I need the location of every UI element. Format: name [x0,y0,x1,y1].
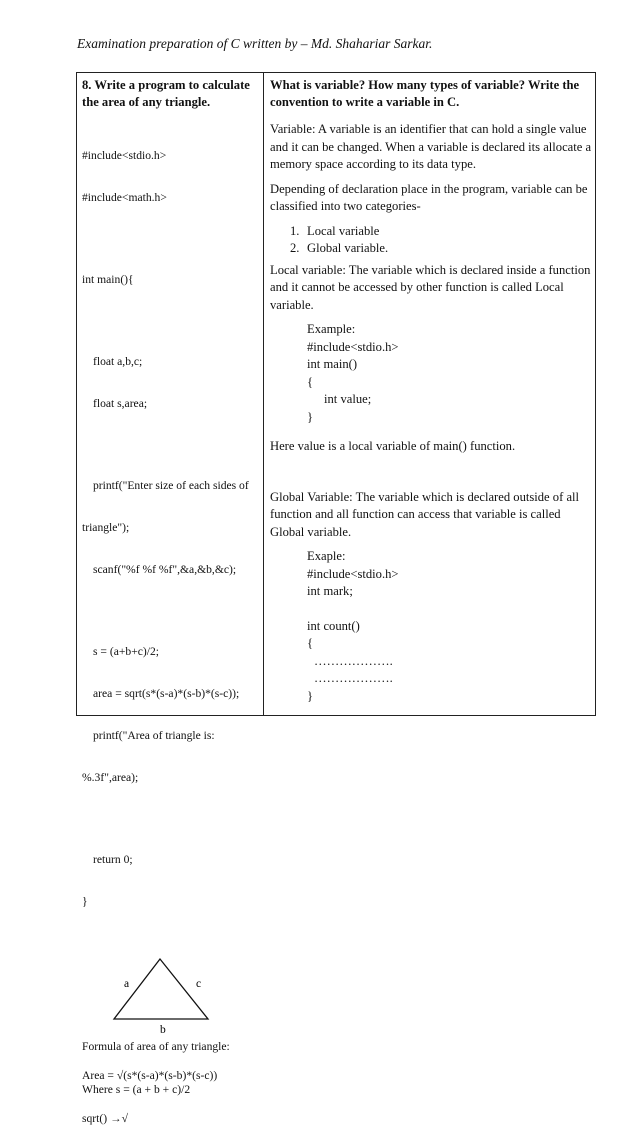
code-line: int mark; [307,583,592,601]
formula-s: Where s = (a + b + c)/2 [82,1083,259,1098]
code-line: { [307,635,592,653]
code-line: printf("Enter size of each sides of [82,479,259,493]
left-column [82,77,259,1126]
variable-definition: Variable: A variable is an identifier that can hold a single value and it can be changed. When a variable is declared its allocate a memory space according to its data type. [270,121,592,174]
content-table [76,72,596,716]
global-example-code [307,548,592,705]
code-line: ………………. [307,670,592,688]
code-line: s = (a+b+c)/2; [82,645,259,659]
code-line: Exaple: [307,548,592,566]
code-line: float s,area; [82,397,259,411]
code-line: return 0; [82,853,259,867]
variable-types-list [270,223,592,258]
column-divider [263,73,264,715]
code-line: area = sqrt(s*(s-a)*(s-b)*(s-c)); [82,687,259,701]
code-line: scanf("%f %f %f",&a,&b,&c); [82,563,259,577]
code-line: Example: [307,321,592,339]
triangle-label-b: b [160,1024,166,1036]
code-line: ………………. [307,653,592,671]
triangle-label-c: c [196,978,201,990]
right-question-title: What is variable? How many types of variable? Write the convention to write a variable in C. [270,77,592,111]
code-line: } [307,409,592,427]
list-item: 1. Local variable [290,223,592,241]
code-line: float a,b,c; [82,355,259,369]
right-column [270,77,592,705]
list-item: 2. Global variable. [290,240,592,258]
code-line: #include<stdio.h> [307,566,592,584]
local-example-code [307,321,592,426]
formula-sqrt: sqrt() →√ [82,1112,259,1126]
formula-block [82,1040,259,1126]
local-variable-note: Here value is a local variable of main() function. [270,438,592,456]
code-line: int main() [307,356,592,374]
triangle-label-a: a [124,978,129,990]
code-line: #include<stdio.h> [307,339,592,357]
code-line: #include<stdio.h> [82,149,259,163]
code-line: triangle"); [82,521,259,535]
local-variable-definition: Local variable: The variable which is declared inside a function and it cannot be accessed by other function is called Local variable. [270,262,592,315]
code-line: } [82,895,259,909]
variable-categories-intro: Depending of declaration place in the program, variable can be classified into two categories- [270,181,592,216]
triangle-diagram [104,957,244,1025]
page-header: Examination preparation of C written by – Md. Shahariar Sarkar. [77,36,432,52]
code-line: #include<math.h> [82,191,259,205]
formula-area: Area = √(s*(s-a)*(s-b)*(s-c)) [82,1069,259,1084]
code-line: %.3f",area); [82,771,259,785]
code-line: } [307,688,592,706]
global-variable-definition: Global Variable: The variable which is declared outside of all function and all function can access that variable is called Global variable. [270,489,592,542]
code-line: printf("Area of triangle is: [82,729,259,743]
code-line: int value; [307,391,592,409]
code-line: int main(){ [82,273,259,287]
code-line: { [307,374,592,392]
left-question-title: 8. Write a program to calculate the area of any triangle. [82,77,259,111]
formula-heading: Formula of area of any triangle: [82,1040,259,1055]
left-code-block [82,121,259,937]
code-line: int count() [307,618,592,636]
